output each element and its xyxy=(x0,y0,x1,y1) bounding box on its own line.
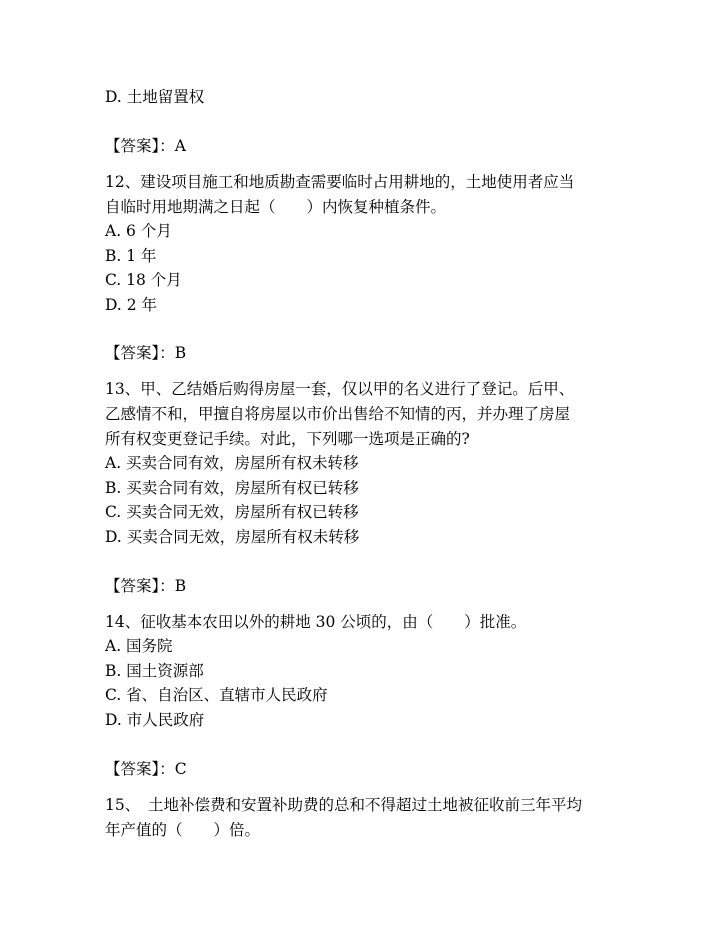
q11-answer: 【答案】：A xyxy=(105,137,186,155)
q14-answer: 【答案】：C xyxy=(105,760,187,778)
q14-option-d: D. 市人民政府 xyxy=(105,711,205,729)
q12-answer: 【答案】：B xyxy=(105,344,187,362)
q12-stem-line2: 自临时用地期满之日起（ ）内恢复种植条件。 xyxy=(105,198,447,216)
q13-option-a: A. 买卖合同有效，房屋所有权未转移 xyxy=(105,454,359,472)
q13-stem-line2: 乙感情不和，甲擅自将房屋以市价出售给不知情的丙，并办理了房屋 xyxy=(105,405,571,423)
q12-stem-line1: 12、建设项目施工和地质勘查需要临时占用耕地的，土地使用者应当 xyxy=(105,173,575,191)
q13-option-c: C. 买卖合同无效，房屋所有权已转移 xyxy=(105,503,359,521)
q14-option-b: B. 国土资源部 xyxy=(105,662,204,680)
q14-option-c: C. 省、自治区、直辖市人民政府 xyxy=(105,686,328,704)
q12-option-a: A. 6 个月 xyxy=(105,222,172,240)
q12-option-b: B. 1 年 xyxy=(105,247,157,265)
q14-option-a: A. 国务院 xyxy=(105,637,173,655)
q15-stem-line2: 年产值的（ ）倍。 xyxy=(105,821,261,839)
q12-option-d: D. 2 年 xyxy=(105,296,158,314)
q13-stem-line3: 所有权变更登记手续。对此，下列哪一选项是正确的? xyxy=(105,430,470,448)
q13-option-b: B. 买卖合同有效，房屋所有权已转移 xyxy=(105,479,359,497)
q11-option-d: D. 土地留置权 xyxy=(105,88,205,106)
q13-option-d: D. 买卖合同无效，房屋所有权未转移 xyxy=(105,528,360,546)
q13-answer: 【答案】：B xyxy=(105,577,187,595)
q12-option-c: C. 18 个月 xyxy=(105,271,182,289)
q15-stem-line1: 15、 土地补偿费和安置补助费的总和不得超过土地被征收前三年平均 xyxy=(105,796,582,814)
q13-stem-line1: 13、甲、乙结婚后购得房屋一套，仅以甲的名义进行了登记。后甲、 xyxy=(105,380,575,398)
q14-stem-line1: 14、征收基本农田以外的耕地 30 公顷的，由（ ）批准。 xyxy=(105,613,527,631)
